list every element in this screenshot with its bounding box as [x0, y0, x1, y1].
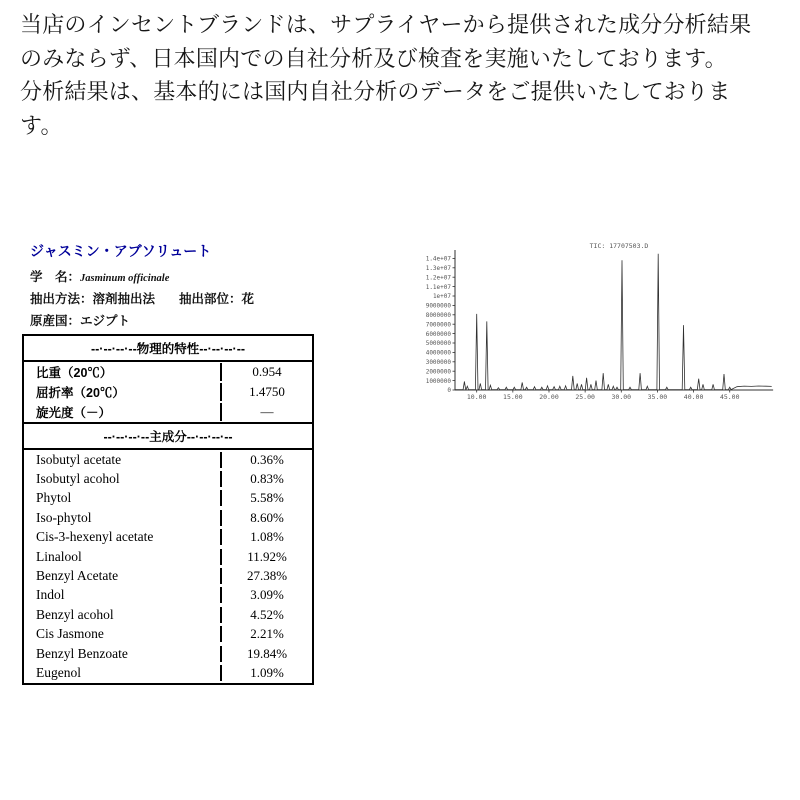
component-label: Iso-phytol: [24, 510, 222, 526]
component-label: Benzyl Acetate: [24, 568, 222, 584]
extraction-part-label: 抽出部位：: [179, 292, 242, 306]
component-label: Isobutyl acohol: [24, 471, 222, 487]
y-tick-label: 1.1e+07: [425, 283, 451, 291]
scientific-name-line: [30, 267, 314, 285]
y-tick-label: 6000000: [425, 330, 451, 338]
y-tick-label: 3000000: [425, 359, 451, 366]
y-tick-label: 1000000: [425, 377, 451, 385]
table-row: [24, 402, 312, 422]
component-value: 0.83%: [250, 471, 284, 487]
x-tick-label: 10.00: [466, 393, 487, 401]
table-row: [24, 469, 312, 488]
x-tick-label: 40.00: [683, 393, 704, 401]
component-label: Cis Jasmone: [24, 626, 222, 642]
table-row: [24, 547, 312, 566]
x-tick-label: 45.00: [719, 393, 740, 401]
y-tick-label: 1e+07: [432, 293, 451, 301]
table-row: [24, 362, 312, 382]
component-label: Benzyl Benzoate: [24, 646, 222, 662]
table-row: [24, 644, 312, 663]
x-tick-label: 15.00: [503, 393, 523, 401]
origin-value: エジプト: [80, 314, 131, 328]
x-tick-label: 25.00: [575, 393, 595, 401]
y-tick-label: 1.3e+07: [425, 265, 451, 272]
property-label: 屈折率（20℃）: [24, 383, 222, 401]
y-tick-label: 2000000: [425, 368, 451, 376]
y-tick-label: 1.2e+07: [425, 274, 451, 282]
component-value: 2.21%: [250, 626, 284, 642]
intro-paragraph-2: 分析結果は、基本的には国内自社分析のデータをご提供いたしております。: [20, 79, 731, 138]
y-tick-label: 5000000: [425, 340, 451, 348]
product-name: ジャスミン・アブソリュート: [30, 243, 212, 259]
component-label: Benzyl acohol: [24, 607, 222, 623]
chart-title: TIC: 17707503.D: [589, 242, 649, 250]
table-row: [24, 508, 312, 527]
chromatogram-svg: [404, 236, 800, 406]
table-row: [24, 625, 312, 644]
table-row: [24, 566, 312, 585]
table-row: [24, 382, 312, 402]
origin-label: 原産国：: [30, 314, 81, 328]
chromatogram-trace: [455, 254, 772, 390]
component-value: 1.08%: [250, 529, 284, 545]
main-components-rows: [24, 450, 312, 683]
extraction-method-label: 抽出方法：: [30, 292, 93, 306]
extraction-part: 花: [241, 292, 255, 306]
table-row: [24, 586, 312, 605]
component-value: 19.84%: [246, 645, 288, 661]
property-value: 0.954: [252, 364, 282, 379]
intro-paragraph-1: 当店のインセントブランドは、サプライヤーから提供された成分分析結果のみならず、日本国内での自社分析及び検査を実施いたしております。: [20, 12, 752, 71]
table-row: [24, 489, 312, 508]
y-tick-label: 4000000: [425, 349, 451, 357]
property-label: 旋光度（－）: [24, 403, 222, 421]
component-value: 1.09%: [250, 664, 284, 680]
physical-properties-header: --·--·--·--物理的特性--·--·--·--: [24, 336, 312, 362]
property-value: 1.4750: [249, 384, 285, 399]
origin-line: [30, 311, 314, 329]
x-tick-label: 20.00: [539, 393, 559, 401]
intro-text: [20, 8, 772, 142]
component-label: Linalool: [24, 549, 222, 565]
x-tick-label: 30.00: [611, 393, 632, 401]
y-tick-label: 1.4e+07: [425, 255, 451, 263]
table-row: [24, 528, 312, 547]
scientific-name: Jasminum officinale: [80, 273, 170, 284]
component-label: Cis-3-hexenyl acetate: [24, 529, 222, 545]
component-value: 0.36%: [250, 451, 284, 467]
y-tick-label: 9000000: [425, 302, 451, 310]
component-value: 3.09%: [250, 587, 284, 603]
analysis-table: [22, 334, 314, 685]
component-label: Isobutyl acetate: [24, 452, 222, 468]
gc-chromatogram-chart: [404, 236, 800, 406]
x-tick-label: 35.00: [647, 393, 668, 401]
main-components-header: --·--·--·--主成分--·--·--·--: [24, 422, 312, 450]
y-tick-label: 0: [447, 387, 451, 395]
component-value: 11.92%: [247, 548, 287, 564]
scientific-name-label: 学 名：: [30, 270, 81, 284]
component-label: Eugenol: [24, 665, 222, 681]
component-value: 8.60%: [250, 509, 284, 525]
extraction-method: 溶剤抽出法: [92, 292, 156, 306]
extraction-line: [30, 289, 314, 307]
component-value: 27.38%: [246, 568, 288, 584]
property-value: —: [260, 404, 274, 419]
component-label: Indol: [24, 587, 222, 603]
table-row: [24, 450, 312, 469]
component-label: Phytol: [24, 490, 222, 506]
table-row: [24, 663, 312, 682]
component-value: 4.52%: [250, 606, 284, 622]
y-tick-label: 7000000: [425, 321, 451, 329]
table-row: [24, 605, 312, 624]
component-value: 5.58%: [250, 490, 284, 506]
y-tick-label: 8000000: [425, 312, 451, 319]
property-label: 比重（20℃）: [24, 363, 222, 381]
product-analysis-sheet: [22, 241, 314, 685]
physical-properties-rows: [24, 362, 312, 422]
